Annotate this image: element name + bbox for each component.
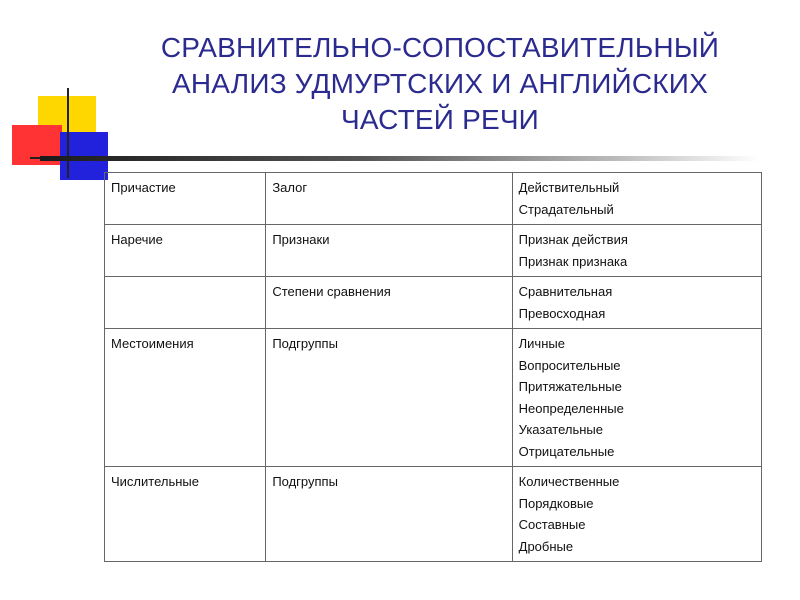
- table-cell: Причастие: [105, 173, 266, 225]
- table-cell-list: [512, 277, 761, 329]
- table-row: [105, 329, 762, 467]
- table-cell: Подгруппы: [266, 467, 512, 562]
- table-cell: Подгруппы: [266, 329, 512, 467]
- table-cell-list: [512, 225, 761, 277]
- list-item: Сравнительная: [518, 284, 613, 299]
- table-row: [105, 467, 762, 562]
- table-row: [105, 173, 762, 225]
- table-cell: [105, 277, 266, 329]
- slide-title: [120, 30, 760, 138]
- title-line-1: СРАВНИТЕЛЬНО-СОПОСТАВИТЕЛЬНЫЙ: [160, 32, 720, 63]
- table-cell: Местоимения: [105, 329, 266, 467]
- table-cell-list: [512, 173, 761, 225]
- title-line-3: ЧАСТЕЙ РЕЧИ: [340, 104, 540, 135]
- list-item: Личные: [518, 336, 565, 351]
- list-item: Страдательный: [518, 201, 614, 217]
- list-item: Указательные: [518, 422, 603, 437]
- table-cell: Степени сравнения: [266, 277, 512, 329]
- table-row: [105, 225, 762, 277]
- list-item: Признак действия: [518, 232, 628, 247]
- list-item: Порядковые: [518, 495, 594, 511]
- table-cell-list: [512, 467, 761, 562]
- list-item: Составные: [518, 517, 586, 532]
- list-item: Действительный: [518, 180, 620, 195]
- table-cell: Признаки: [266, 225, 512, 277]
- table-cell-list: [512, 329, 761, 467]
- table-cell: Наречие: [105, 225, 266, 277]
- table-row: [105, 277, 762, 329]
- list-item: Признак признака: [518, 253, 628, 269]
- list-item: Количественные: [518, 474, 620, 489]
- title-divider: [40, 156, 760, 161]
- list-item: Неопределенные: [518, 400, 624, 416]
- list-item: Притяжательные: [518, 379, 622, 394]
- list-item: Вопросительные: [518, 357, 621, 373]
- decorative-squares-logo: [0, 0, 140, 190]
- table-cell: Числительные: [105, 467, 266, 562]
- table-cell: Залог: [266, 173, 512, 225]
- list-item: Отрицательные: [518, 443, 615, 459]
- parts-of-speech-table: [104, 172, 762, 562]
- list-item: Дробные: [518, 538, 574, 554]
- list-item: Превосходная: [518, 305, 606, 321]
- title-line-2: АНАЛИЗ УДМУРТСКИХ И АНГЛИЙСКИХ: [172, 68, 708, 99]
